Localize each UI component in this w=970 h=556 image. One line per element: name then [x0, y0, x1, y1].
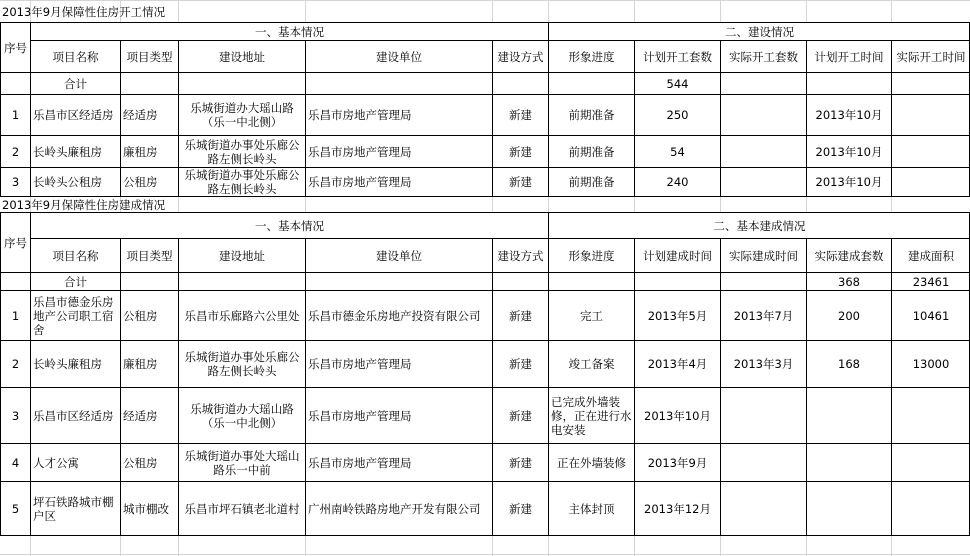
build-address: 乐昌市乐廊路六公里处	[184, 308, 300, 323]
planned-complete-time: 2013年5月	[647, 308, 708, 323]
grid-vline	[806, 0, 807, 23]
column-header: 实际开工时间	[896, 49, 966, 64]
column-header: 建设地址	[219, 248, 265, 263]
build-method: 新建	[509, 455, 532, 470]
column-header: 建设单位	[376, 49, 422, 64]
grid-vline	[806, 196, 807, 213]
grid-vline	[548, 0, 549, 23]
row-seq: 3	[11, 175, 20, 189]
project-type: 经适房	[123, 408, 158, 423]
grid-vline	[634, 0, 635, 23]
actual-units	[807, 444, 891, 481]
seq-header: 序号	[4, 235, 27, 250]
progress: 前期准备	[568, 108, 615, 122]
built-area: 10461	[912, 308, 950, 323]
actual-complete-time	[721, 444, 806, 481]
row-seq: 1	[11, 308, 20, 323]
planned-units: 54	[670, 144, 685, 159]
actual-complete-time	[721, 388, 806, 443]
actual-complete-time: 2013年3月	[733, 357, 794, 371]
grid-vline	[891, 196, 892, 213]
column-header: 形象进度	[568, 49, 615, 64]
actual-units	[721, 95, 806, 135]
column-header: 项目名称	[52, 49, 99, 64]
project-name: 长岭头公租房	[33, 175, 102, 189]
total-area: 23461	[912, 274, 950, 289]
grid-vline	[548, 196, 549, 213]
actual-start-time	[892, 168, 970, 196]
column-header: 计划开工时间	[814, 49, 884, 64]
build-method: 新建	[509, 108, 532, 122]
grid-vline	[891, 0, 892, 23]
build-method: 新建	[509, 408, 532, 423]
actual-complete-time	[721, 482, 806, 535]
build-unit: 乐昌市房地产管理局	[308, 175, 412, 189]
row-seq: 3	[11, 408, 20, 423]
column-header: 计划开工套数	[643, 49, 712, 64]
row-seq: 4	[11, 455, 20, 470]
grid-vline	[891, 535, 892, 556]
build-address: 乐城街道办大瑶山路（乐一中北侧）	[190, 401, 294, 430]
column-header: 实际建成套数	[814, 248, 884, 263]
build-unit: 乐昌市房地产管理局	[308, 408, 412, 423]
grid-vline	[30, 535, 31, 556]
built-area	[892, 388, 970, 443]
column-header: 建设地址	[219, 49, 265, 64]
actual-units: 200	[838, 308, 860, 323]
grid-vline	[806, 535, 807, 556]
total-planned-units: 544	[666, 76, 689, 91]
project-name: 人才公寓	[33, 455, 79, 470]
progress: 前期准备	[568, 175, 615, 189]
planned-start-time: 2013年10月	[815, 108, 883, 122]
planned-complete-time: 2013年12月	[644, 501, 711, 516]
column-header: 计划建成时间	[643, 248, 712, 263]
build-unit: 乐昌市房地产管理局	[308, 108, 412, 122]
build-address: 乐城街道办事处乐廊公路左侧长岭头	[184, 137, 300, 166]
project-name: 长岭头廉租房	[33, 357, 102, 371]
project-type: 公租房	[123, 308, 158, 323]
planned-units: 250	[666, 108, 689, 122]
build-address: 乐城街道办大瑶山路（乐一中北侧）	[190, 101, 294, 129]
actual-units	[721, 168, 806, 196]
progress: 正在外墙装修	[557, 455, 626, 470]
group-header-progress: 二、基本建成情况	[713, 218, 806, 233]
build-unit: 乐昌市房地产管理局	[308, 144, 412, 159]
project-type: 城市棚改	[123, 501, 169, 516]
grid-hline	[0, 72, 970, 73]
column-header: 项目类型	[126, 248, 173, 263]
grid-vline	[548, 535, 549, 556]
build-unit: 乐昌市房地产管理局	[308, 357, 412, 371]
project-type: 经适房	[123, 108, 158, 122]
progress: 主体封顶	[568, 501, 615, 516]
build-method: 新建	[509, 175, 532, 189]
group-header-basic: 一、基本情况	[255, 218, 324, 233]
built-area: 13000	[912, 357, 950, 371]
progress: 前期准备	[568, 144, 615, 159]
project-type: 廉租房	[123, 357, 158, 371]
group-header-basic: 一、基本情况	[255, 24, 324, 39]
group-header-progress: 二、建设情况	[725, 24, 794, 39]
grid-vline	[720, 0, 721, 23]
grid-vline	[720, 535, 721, 556]
project-type: 公租房	[123, 455, 158, 470]
built-area	[892, 482, 970, 535]
row-seq: 1	[11, 108, 20, 122]
column-header: 建设方式	[497, 49, 544, 64]
build-method: 新建	[509, 144, 532, 159]
sheet-title: 2013年9月保障性住房建成情况	[2, 197, 166, 212]
project-name: 乐昌市区经适房	[33, 408, 114, 423]
grid-vline	[492, 535, 493, 556]
actual-start-time	[892, 136, 970, 167]
column-header: 实际开工套数	[729, 49, 798, 64]
sheet-title: 2013年9月保障性住房开工情况	[2, 4, 166, 19]
actual-units: 168	[838, 357, 860, 371]
actual-units	[807, 482, 891, 535]
build-unit: 乐昌市德金乐房地产投资有限公司	[308, 308, 481, 323]
progress: 竣工备案	[568, 357, 615, 371]
column-header: 建设方式	[497, 248, 544, 263]
build-method: 新建	[509, 308, 532, 323]
project-type: 公租房	[123, 175, 158, 189]
row-seq: 5	[11, 501, 20, 516]
actual-units	[807, 388, 891, 443]
total-units: 368	[838, 274, 860, 289]
planned-complete-time: 2013年10月	[644, 408, 711, 423]
progress: 已完成外墙装修，正在进行水电安装	[551, 394, 632, 437]
project-name: 乐昌市德金乐房地产公司职工宿舍	[33, 294, 114, 337]
grid-vline	[178, 535, 179, 556]
grid-vline	[305, 535, 306, 556]
build-unit: 乐昌市房地产管理局	[308, 455, 412, 470]
planned-complete-time: 2013年4月	[647, 357, 708, 371]
column-header: 实际建成时间	[729, 248, 798, 263]
row-seq: 2	[11, 144, 20, 159]
total-label: 合计	[64, 274, 87, 289]
build-method: 新建	[509, 501, 532, 516]
seq-header: 序号	[4, 40, 27, 55]
built-area	[892, 444, 970, 481]
column-header: 项目类型	[126, 49, 173, 64]
planned-complete-time: 2013年9月	[647, 455, 708, 470]
build-unit: 广州南岭铁路房地产开发有限公司	[308, 501, 481, 516]
column-header: 建成面积	[908, 248, 954, 263]
total-label: 合计	[64, 76, 87, 91]
grid-vline	[120, 535, 121, 556]
build-address: 乐昌市坪石镇老北道村	[184, 501, 300, 516]
row-seq: 2	[11, 357, 20, 371]
project-name: 乐昌市区经适房	[33, 108, 114, 122]
build-address: 乐城街道办事处乐廊公路左侧长岭头	[184, 350, 300, 378]
column-header: 形象进度	[568, 248, 615, 263]
build-address: 乐城街道办事处大瑶山路乐一中前	[184, 448, 300, 477]
progress: 完工	[580, 308, 603, 323]
project-name: 坪石铁路城市棚户区	[33, 494, 114, 523]
column-header: 项目名称	[52, 248, 99, 263]
column-header: 建设单位	[376, 248, 422, 263]
project-name: 长岭头廉租房	[33, 144, 102, 159]
grid-vline	[720, 196, 721, 213]
grid-hline	[0, 535, 970, 536]
actual-start-time	[892, 95, 970, 135]
build-address: 乐城街道办事处乐廊公路左侧长岭头	[184, 168, 300, 196]
build-method: 新建	[509, 357, 532, 371]
planned-start-time: 2013年10月	[815, 175, 883, 189]
grid-vline	[634, 535, 635, 556]
grid-vline	[634, 196, 635, 213]
actual-complete-time: 2013年7月	[733, 308, 794, 323]
planned-start-time: 2013年10月	[815, 144, 883, 159]
project-type: 廉租房	[123, 144, 158, 159]
planned-units: 240	[666, 175, 689, 189]
actual-units	[721, 136, 806, 167]
